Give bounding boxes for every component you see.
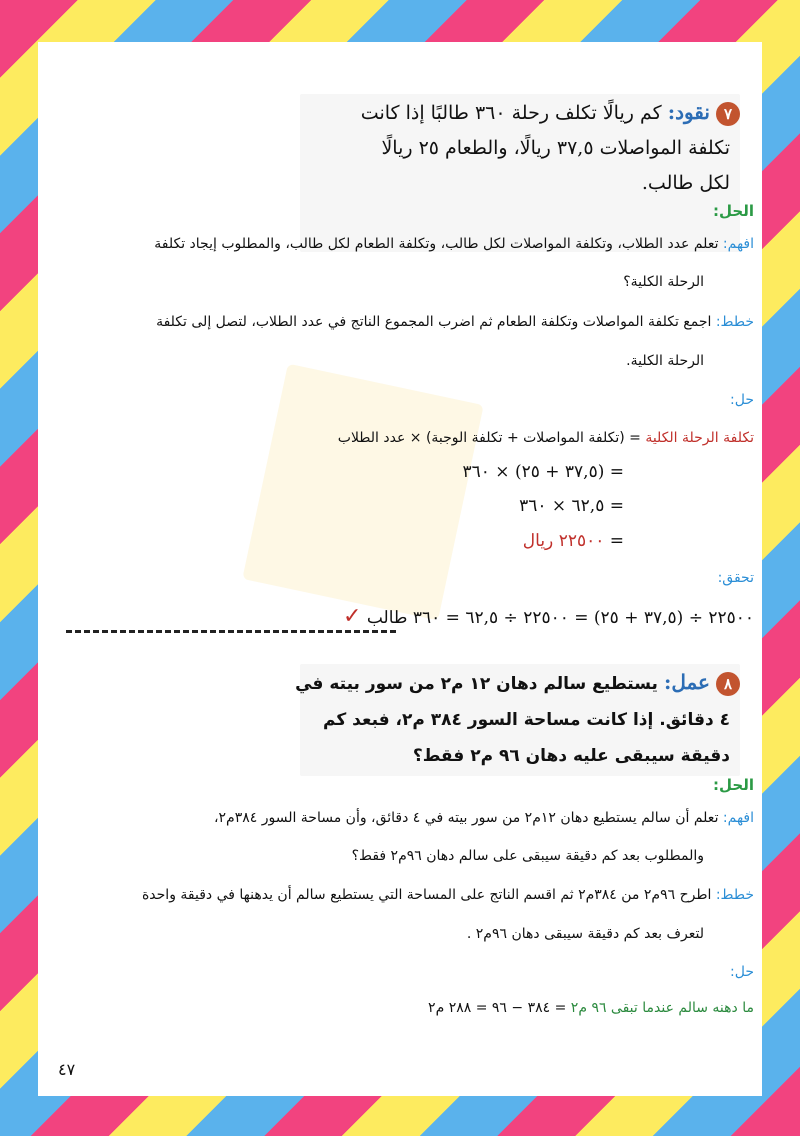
question-8-text-1: يستطيع سالم دهان ١٢ م٢ من سور بيته في bbox=[295, 674, 658, 694]
q8-understand-row-1 bbox=[214, 810, 754, 826]
check-mark-icon: ✓ bbox=[343, 604, 362, 629]
question-8-line-1 bbox=[295, 670, 740, 696]
question-7-line-3: لكل طالب. bbox=[641, 172, 730, 194]
q7-understand-label: افهم: bbox=[722, 236, 754, 252]
q7-solution-heading: الحل: bbox=[713, 202, 754, 220]
q7-check-row bbox=[343, 604, 754, 629]
q7-check-equation: ٢٢٥٠٠ ÷ (٣٧,٥ + ٢٥) = ٢٢٥٠٠ ÷ ٦٢,٥ = ٣٦٠ طالب bbox=[366, 608, 754, 628]
q8-solve-result: = ٣٨٤ − ٩٦ = ٢٨٨ م٢ bbox=[428, 1000, 567, 1016]
q8-plan-text-2: لتعرف بعد كم دقيقة سيبقى دهان ٩٦م٢ . bbox=[466, 926, 704, 942]
q8-solve-label: حل: bbox=[730, 964, 754, 980]
question-7-title: نقود: bbox=[667, 100, 710, 124]
page-number: ٤٧ bbox=[58, 1060, 76, 1079]
q8-plan-text-1: اطرح ٩٦م٢ من ٣٨٤م٢ ثم اقسم الناتج على المساحة التي يستطيع سالم أن يدهنها في دقيقة واحدة bbox=[141, 887, 712, 903]
question-8-number-badge: ٨ bbox=[716, 672, 740, 696]
watermark-logo bbox=[242, 364, 483, 621]
worksheet-page bbox=[38, 42, 762, 1096]
question-7-line-1 bbox=[361, 100, 740, 126]
q8-understand-text-2: والمطلوب بعد كم دقيقة سيبقى على سالم دهان ٩٦م٢ فقط؟ bbox=[351, 848, 704, 864]
q7-understand-row-1 bbox=[154, 236, 754, 252]
q8-plan-label: خطط: bbox=[715, 887, 754, 903]
question-7-line-2: تكلفة المواصلات ٣٧,٥ ريالًا، والطعام ٢٥ ريالًا bbox=[381, 137, 730, 159]
question-8-line-3: دقيقة سيبقى عليه دهان ٩٦ م٢ فقط؟ bbox=[412, 746, 730, 766]
q7-plan-row-1 bbox=[156, 314, 754, 330]
q7-solve-label: حل: bbox=[730, 392, 754, 408]
q7-plan-label: خطط: bbox=[715, 314, 754, 330]
question-8-title: عمل: bbox=[663, 670, 710, 694]
q7-step-3-result: ٢٢٥٠٠ ريال bbox=[522, 531, 605, 551]
section-divider bbox=[66, 630, 396, 633]
q8-understand-text-1: تعلم أن سالم يستطيع دهان ١٢م٢ من سور بيته في ٤ دقائق، وأن مساحة السور ٣٨٤م٢، bbox=[213, 810, 719, 826]
q8-plan-row-1 bbox=[142, 887, 754, 903]
q7-formula-total-cost: تكلفة الرحلة الكلية bbox=[645, 430, 754, 446]
q7-understand-text-1: تعلم عدد الطلاب، وتكلفة المواصلات لكل طالب، وتكلفة الطعام لكل طالب، والمطلوب إيجاد تكلفة bbox=[154, 236, 719, 252]
q7-plan-text-1: اجمع تكلفة المواصلات وتكلفة الطعام ثم اضرب المجموع الناتج في عدد الطلاب، لتصل إلى تكلفة bbox=[156, 314, 712, 330]
question-7-text-1: كم ريالًا تكلف رحلة ٣٦٠ طالبًا إذا كانت bbox=[360, 102, 662, 124]
q7-understand-text-2: الرحلة الكلية؟ bbox=[623, 274, 704, 290]
q7-plan-text-2: الرحلة الكلية. bbox=[626, 353, 704, 369]
q7-step-3-equals: = bbox=[609, 531, 624, 551]
q7-step-3 bbox=[523, 531, 624, 551]
question-7-number-badge: ٧ bbox=[716, 102, 740, 126]
q7-formula bbox=[338, 430, 754, 446]
q8-solve-row bbox=[428, 1000, 754, 1016]
q7-step-1: = (٣٧,٥ + ٢٥) × ٣٦٠ bbox=[462, 462, 624, 482]
q8-understand-label: افهم: bbox=[722, 810, 754, 826]
q7-step-2: = ٦٢,٥ × ٣٦٠ bbox=[519, 496, 624, 516]
question-8-line-2: ٤ دقائق. إذا كانت مساحة السور ٣٨٤ م٢، فبعد كم bbox=[323, 710, 730, 730]
q7-formula-rest: = (تكلفة المواصلات + تكلفة الوجبة) × عدد الطلاب bbox=[337, 430, 641, 446]
q7-check-label: تحقق: bbox=[717, 570, 754, 586]
q8-solution-heading: الحل: bbox=[713, 776, 754, 794]
q8-solve-painted-area: ما دهنه سالم عندما تبقى ٩٦ م٢ bbox=[570, 1000, 754, 1016]
